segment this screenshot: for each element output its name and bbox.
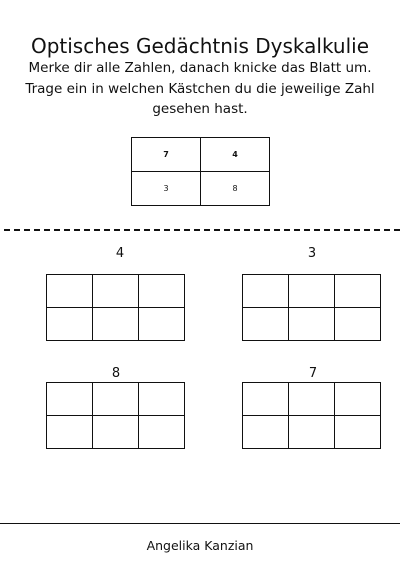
answer-cell[interactable] — [93, 383, 139, 416]
answer-cell[interactable] — [93, 308, 139, 341]
answer-cell[interactable] — [139, 308, 185, 341]
answer-cell[interactable] — [335, 416, 381, 449]
answer-cell[interactable] — [335, 308, 381, 341]
instruction-line: gesehen hast. — [152, 101, 248, 117]
answer-cell[interactable] — [243, 383, 289, 416]
memory-grid-row — [132, 172, 270, 206]
answer-cell[interactable] — [335, 275, 381, 308]
answer-cell[interactable] — [139, 416, 185, 449]
task-number-label: 7 — [308, 366, 318, 381]
answer-cell[interactable] — [139, 383, 185, 416]
memory-cell: 4 — [201, 138, 270, 172]
instruction-line: Merke dir alle Zahlen, danach knicke das Blatt um. — [28, 60, 372, 76]
memory-cell: 3 — [132, 172, 201, 206]
instructions — [8, 58, 392, 120]
answer-grid-row — [243, 275, 381, 308]
memory-cell: 7 — [132, 138, 201, 172]
task-number-label: 3 — [307, 246, 317, 261]
answer-grid-row — [47, 416, 185, 449]
task-number-label: 8 — [111, 366, 121, 381]
answer-grid-row — [47, 308, 185, 341]
answer-cell[interactable] — [47, 308, 93, 341]
task-number-label: 4 — [115, 246, 125, 261]
answer-cell[interactable] — [289, 383, 335, 416]
answer-cell[interactable] — [139, 275, 185, 308]
answer-grid — [242, 274, 381, 341]
answer-cell[interactable] — [243, 416, 289, 449]
answer-grid — [242, 382, 381, 449]
answer-cell[interactable] — [47, 416, 93, 449]
answer-cell[interactable] — [47, 383, 93, 416]
answer-grid-row — [243, 308, 381, 341]
answer-grid-row — [47, 275, 185, 308]
memory-grid — [131, 137, 270, 206]
answer-grid — [46, 382, 185, 449]
answer-grid-row — [243, 416, 381, 449]
answer-cell[interactable] — [243, 308, 289, 341]
page-title: Optisches Gedächtnis Dyskalkulie — [30, 34, 370, 58]
answer-cell[interactable] — [289, 416, 335, 449]
fold-line — [4, 229, 400, 231]
memory-cell: 8 — [201, 172, 270, 206]
answer-cell[interactable] — [243, 275, 289, 308]
answer-grid — [46, 274, 185, 341]
answer-grid-row — [47, 383, 185, 416]
answer-cell[interactable] — [47, 275, 93, 308]
memory-grid-row — [132, 138, 270, 172]
answer-cell[interactable] — [335, 383, 381, 416]
answer-grid-row — [243, 383, 381, 416]
answer-cell[interactable] — [93, 416, 139, 449]
answer-cell[interactable] — [289, 275, 335, 308]
author-name: Angelika Kanzian — [146, 538, 254, 553]
instruction-line: Trage ein in welchen Kästchen du die jeweilige Zahl — [25, 80, 375, 97]
answer-cell[interactable] — [93, 275, 139, 308]
footer-rule — [0, 523, 400, 524]
answer-cell[interactable] — [289, 308, 335, 341]
